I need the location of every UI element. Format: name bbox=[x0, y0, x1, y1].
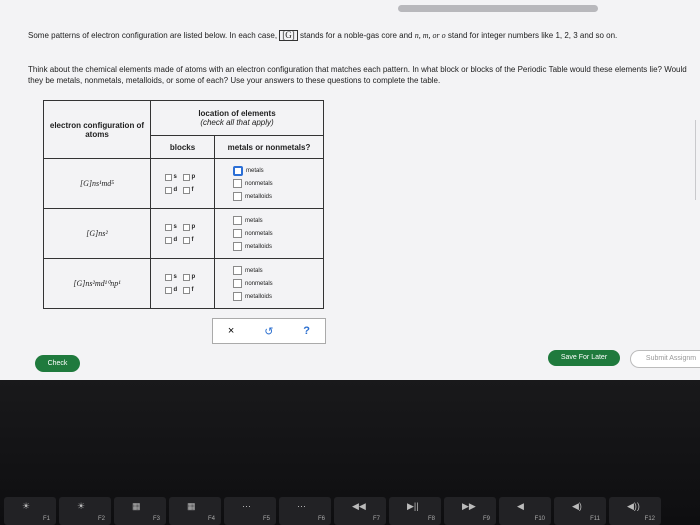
clear-icon[interactable]: × bbox=[227, 325, 235, 337]
check-button[interactable]: Check bbox=[35, 355, 80, 372]
block-d-checkbox[interactable]: d bbox=[165, 287, 183, 294]
blocks-cell bbox=[151, 159, 215, 209]
blocks-cell bbox=[151, 259, 215, 309]
block-d-checkbox[interactable]: d bbox=[165, 237, 183, 244]
metals-checkbox[interactable]: metals bbox=[233, 214, 323, 227]
intro-paragraph: Some patterns of electron configuration are listed below. In each case, [G] stands for a noble-gas core and n, m, or o stand for integer numbers like 1, 2, 3 and so on. bbox=[28, 30, 618, 40]
answer-table bbox=[43, 100, 324, 309]
function-key-row bbox=[0, 497, 700, 525]
nonmetals-checkbox[interactable]: nonmetals bbox=[233, 277, 323, 290]
table-row bbox=[44, 209, 324, 259]
block-f-checkbox[interactable]: f bbox=[183, 287, 201, 294]
fast-forward-icon: ▶▶ bbox=[462, 501, 476, 511]
keyboard-light-down-icon: ⋯ bbox=[242, 501, 251, 511]
core-symbol: [G] bbox=[279, 30, 298, 41]
config-cell: [G]ns¹md⁵ bbox=[44, 159, 151, 209]
metalloids-checkbox[interactable]: metalloids bbox=[233, 240, 323, 253]
block-d-checkbox[interactable]: d bbox=[165, 187, 183, 194]
brightness-down-icon: ☀ bbox=[22, 501, 31, 511]
nonmetals-checkbox[interactable]: nonmetals bbox=[233, 177, 323, 190]
metals-checkbox[interactable]: metals bbox=[233, 264, 323, 277]
f2-key[interactable]: ☀ F2 bbox=[59, 497, 111, 525]
f6-key[interactable]: ⋯ F6 bbox=[279, 497, 331, 525]
brightness-up-icon: ☀ bbox=[77, 501, 86, 511]
block-s-checkbox[interactable]: s bbox=[165, 274, 183, 281]
f5-key[interactable]: ⋯ F5 bbox=[224, 497, 276, 525]
block-p-checkbox[interactable]: p bbox=[183, 274, 201, 281]
submit-assignment-button[interactable]: Submit Assignm bbox=[630, 350, 700, 368]
question-paragraph: Think about the chemical elements made of atoms with an electron configuration that matches each pattern. In what block or blocks of the Periodic Table would these elements lie? Would they be metals, nonmetals, metalloids, or some of each? Use your answers to these questions to complete the table. bbox=[28, 65, 687, 85]
progress-bar bbox=[398, 5, 598, 12]
type-cell bbox=[215, 209, 324, 259]
block-f-checkbox[interactable]: f bbox=[183, 187, 201, 194]
blocks-header: blocks bbox=[151, 136, 215, 159]
f4-key[interactable]: ▦ F4 bbox=[169, 497, 221, 525]
f10-key[interactable]: ◀ F10 bbox=[499, 497, 551, 525]
f3-key[interactable]: ▦ F3 bbox=[114, 497, 166, 525]
help-icon[interactable]: ? bbox=[303, 325, 311, 337]
block-s-checkbox[interactable]: s bbox=[165, 224, 183, 231]
volume-down-icon: ◀) bbox=[572, 501, 582, 511]
save-for-later-button[interactable]: Save For Later bbox=[548, 350, 620, 366]
f12-key[interactable]: ◀)) F12 bbox=[609, 497, 661, 525]
metals-checkbox[interactable]: metals bbox=[233, 164, 323, 177]
answer-toolbar bbox=[212, 318, 326, 344]
f8-key[interactable]: ▶|| F8 bbox=[389, 497, 441, 525]
metalloids-checkbox[interactable]: metalloids bbox=[233, 190, 323, 203]
metals-header: metals or nonmetals? bbox=[215, 136, 324, 159]
f7-key[interactable]: ◀◀ F7 bbox=[334, 497, 386, 525]
block-p-checkbox[interactable]: p bbox=[183, 174, 201, 181]
launchpad-icon: ▦ bbox=[187, 501, 196, 511]
block-f-checkbox[interactable]: f bbox=[183, 237, 201, 244]
table-row bbox=[44, 159, 324, 209]
location-header: location of elements (check all that apply) bbox=[151, 101, 324, 136]
f1-key[interactable]: ☀ F1 bbox=[4, 497, 56, 525]
f9-key[interactable]: ▶▶ F9 bbox=[444, 497, 496, 525]
config-header: electron configuration of atoms bbox=[44, 101, 151, 159]
block-p-checkbox[interactable]: p bbox=[183, 224, 201, 231]
blocks-cell bbox=[151, 209, 215, 259]
mute-icon: ◀ bbox=[517, 501, 524, 511]
mission-control-icon: ▦ bbox=[132, 501, 141, 511]
config-cell: [G]ns²md¹⁰np¹ bbox=[44, 259, 151, 309]
block-s-checkbox[interactable]: s bbox=[165, 174, 183, 181]
type-cell bbox=[215, 159, 324, 209]
f11-key[interactable]: ◀) F11 bbox=[554, 497, 606, 525]
volume-up-icon: ◀)) bbox=[627, 501, 640, 511]
nonmetals-checkbox[interactable]: nonmetals bbox=[233, 227, 323, 240]
config-cell: [G]ns² bbox=[44, 209, 151, 259]
side-panel-edge bbox=[695, 120, 700, 200]
rewind-icon: ◀◀ bbox=[352, 501, 366, 511]
undo-icon[interactable]: ↺ bbox=[264, 325, 274, 338]
table-row bbox=[44, 259, 324, 309]
type-cell bbox=[215, 259, 324, 309]
play-pause-icon: ▶|| bbox=[407, 501, 419, 511]
keyboard-light-up-icon: ⋯ bbox=[297, 501, 306, 511]
metalloids-checkbox[interactable]: metalloids bbox=[233, 290, 323, 303]
